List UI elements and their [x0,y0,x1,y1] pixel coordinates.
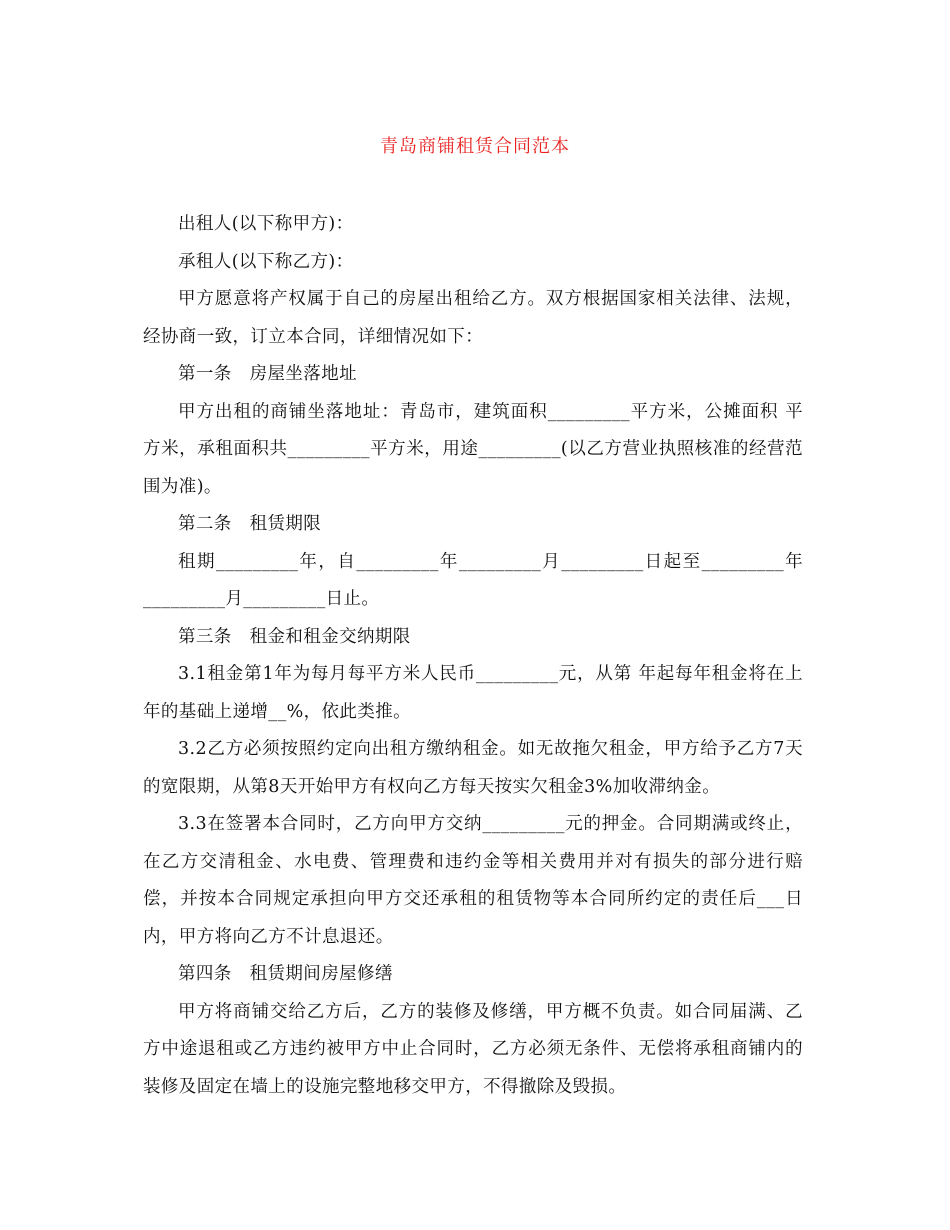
lessee-line: 承租人(以下称乙方)： [178,251,354,272]
article-4-text: 甲方将商铺交给乙方后，乙方的装修及修缮，甲方概不负责。如合同届满、乙方中途退租或乙方违约被甲方中止合同时，乙方必须无条件、无偿将承租商铺内的装修及固定在墙上的设施完整地移交甲方，不得撤除及毁损。 [143,1001,803,1097]
article-4-heading: 第四条 租赁期间房屋修缮 [178,964,393,984]
intro-paragraph: 甲方愿意将产权属于自己的房屋出租给乙方。双方根据国家相关法律、法规，经协商一致，订立本合同，详细情况如下： [143,289,803,347]
clause-3-3: 3.3在签署本合同时，乙方向甲方交纳_________元的押金。合同期满或终止，在乙方交清租金、水电费、管理费和违约金等相关费用并对有损失的部分进行赔偿，并按本合同规定承担向甲方交还承租的租赁物等本合同所约定的责任后___日内，甲方将向乙方不计息退还。 [143,814,803,947]
article-2-text: 租期_________年，自_________年_________月_________日起至_________年_________月_________日止。 [143,551,803,609]
article-1-text: 甲方出租的商铺坐落地址：青岛市，建筑面积_________平方米，公摊面积 平方米，承租面积共_________平方米，用途_________(以乙方营业执照核准的经营范围为准)。 [143,401,803,497]
article-3-heading: 第三条 租金和租金交纳期限 [178,626,411,647]
lessor-line: 出租人(以下称甲方)： [178,214,354,234]
article-2-heading: 第二条 租赁期限 [178,514,322,534]
article-1-heading: 第一条 房屋坐落地址 [178,364,357,384]
document-body [143,206,803,1106]
clause-3-1: 3.1租金第1年为每月每平方米人民币_________元，从第 年起每年租金将在上年的基础上递增__%，依此类推。 [143,664,803,722]
document-title: 青岛商铺租赁合同范本 [380,136,570,157]
clause-3-2: 3.2乙方必须按照约定向出租方缴纳租金。如无故拖欠租金，甲方给予乙方7天的宽限期，从第8天开始甲方有权向乙方每天按实欠租金3%加收滞纳金。 [143,739,803,797]
